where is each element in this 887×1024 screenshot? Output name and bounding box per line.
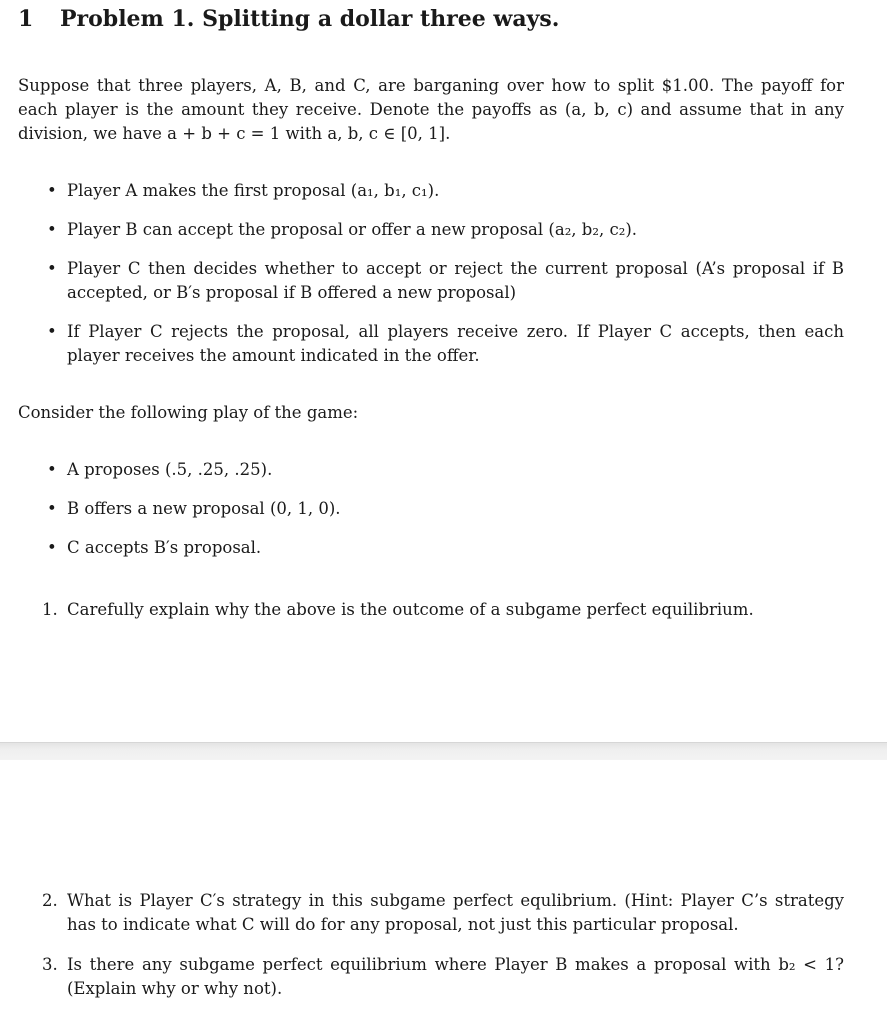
intro-paragraph: Suppose that three players, A, B, and C, are barganing over how to split $1.00. The payoff for each player is the amount they receive. Denote the payoffs as (a, b, c) and assume that in any division, we have a + b + c = 1 with a, b, c ∈ [0, 1].: [18, 76, 844, 143]
play-step: B offers a new proposal (0, 1, 0).: [67, 499, 341, 518]
page-break: [0, 742, 887, 761]
play-intro: Consider the following play of the game:: [18, 403, 359, 422]
section-heading: [18, 6, 559, 32]
rule-text: Player C then decides whether to accept or reject the current proposal (A’s proposal if B accepted, or B′s proposal if B offered a new proposal): [67, 259, 844, 302]
question-number: 1.: [42, 600, 58, 619]
bullet-icon: •: [47, 538, 57, 557]
bullet-icon: •: [47, 220, 57, 239]
bullet-icon: •: [47, 259, 57, 278]
bullet-icon: •: [47, 460, 57, 479]
bullet-icon: •: [47, 181, 57, 200]
rule-text: If Player C rejects the proposal, all players receive zero. If Player C accepts, then each player receives the amount indicated in the offer.: [67, 322, 844, 365]
rule-text: Player B can accept the proposal or offer a new proposal (a₂, b₂, c₂).: [67, 220, 637, 239]
bullet-icon: •: [47, 322, 57, 341]
play-step: C accepts B′s proposal.: [67, 538, 262, 557]
question-text: Carefully explain why the above is the outcome of a subgame perfect equilibrium.: [67, 600, 754, 619]
question-text: What is Player C′s strategy in this subgame perfect equlibrium. (Hint: Player C’s strategy has to indicate what C will do for any proposal, not just this particular proposal.: [67, 891, 844, 934]
play-step: A proposes (.5, .25, .25).: [67, 460, 273, 479]
question-text: Is there any subgame perfect equilibrium where Player B makes a proposal with b₂ < 1? (Explain why or why not).: [67, 955, 844, 998]
section-number: 1: [18, 6, 34, 32]
rule-text: Player A makes the first proposal (a₁, b₁, c₁).: [67, 181, 440, 200]
question-number: 3.: [42, 955, 58, 974]
bullet-icon: •: [47, 499, 57, 518]
question-number: 2.: [42, 891, 58, 910]
section-title: Problem 1. Splitting a dollar three ways.: [60, 6, 560, 32]
